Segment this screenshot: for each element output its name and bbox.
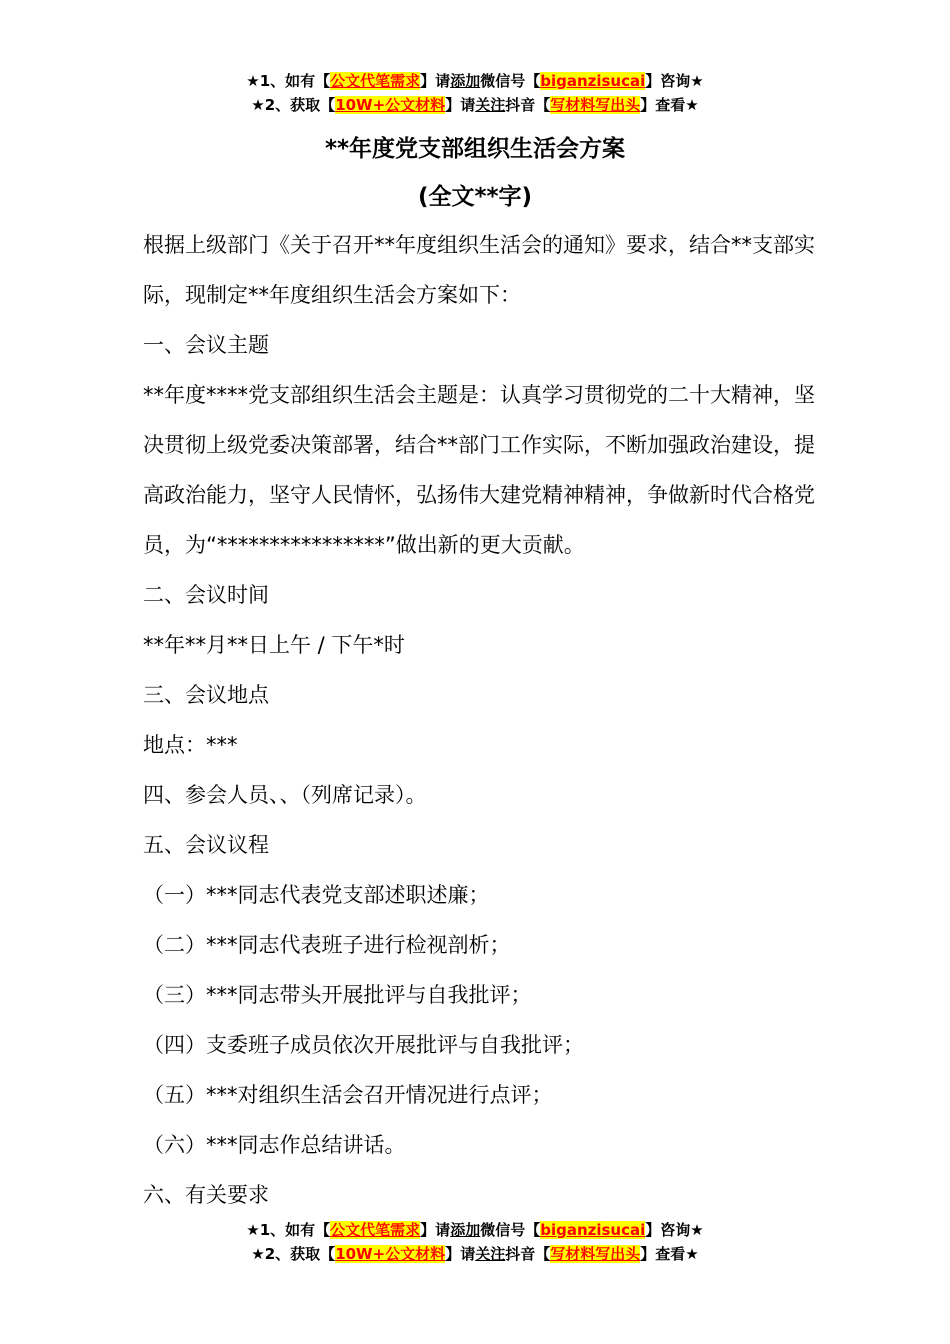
- section-heading: 三、会议地点: [143, 683, 269, 707]
- document-title: **年度党支部组织生活会方案: [324, 136, 626, 162]
- highlight-service: 公文代笔需求: [330, 1221, 421, 1239]
- highlight-douyin-account: 写材料写出头: [550, 96, 641, 114]
- paragraph: **年度****党支部组织生活会主题是：认真学习贯彻党的二十大精神，坚决贯彻上级党委决策部署，结合**部门工作实际，不断加强政治建设，提高政治能力，坚守人民情怀，弘扬伟大建党精神精神，争做新时代合格党员，为“****************”做出新的更大贡献。: [143, 383, 815, 557]
- banner-text: ★2、获取【: [251, 96, 336, 114]
- banner-line-2: [0, 93, 950, 117]
- paragraph: 地点：***: [143, 733, 238, 757]
- agenda-item: （四）支委班子成员依次开展批评与自我批评；: [143, 1033, 584, 1057]
- top-banner: [0, 69, 950, 117]
- banner-text: 】查看★: [640, 96, 699, 114]
- agenda-item: （二）***同志代表班子进行检视剖析；: [143, 933, 511, 957]
- banner-text: 】咨询★: [645, 1221, 704, 1239]
- agenda-item: （五）***对组织生活会召开情况进行点评；: [143, 1083, 553, 1107]
- underlined-follow: 关注: [475, 96, 506, 114]
- document-body: [143, 220, 833, 1220]
- banner-text: 微信号【: [480, 1221, 541, 1239]
- highlight-service: 公文代笔需求: [330, 72, 421, 90]
- agenda-item: （一）***同志代表党支部述职述廉；: [143, 883, 490, 907]
- banner-text: 抖音【: [505, 96, 551, 114]
- agenda-item: （三）***同志带头开展批评与自我批评；: [143, 983, 532, 1007]
- banner-text: 抖音【: [505, 1245, 551, 1263]
- section-heading: 四、参会人员、、（列席记录）。: [143, 783, 427, 807]
- banner-text: 】请: [420, 72, 451, 90]
- section-heading: 五、会议议程: [143, 833, 269, 857]
- section-heading: 六、有关要求: [143, 1183, 269, 1207]
- paragraph: **年**月**日上午 / 下午*时: [143, 633, 405, 657]
- banner-line-1: [0, 1218, 950, 1242]
- highlight-douyin-account: 写材料写出头: [550, 1245, 641, 1263]
- banner-text: 】请: [445, 96, 476, 114]
- section-heading: 二、会议时间: [143, 583, 269, 607]
- banner-text: 】咨询★: [645, 72, 704, 90]
- bottom-banner: [0, 1218, 950, 1266]
- section-heading: 一、会议主题: [143, 333, 269, 357]
- banner-text: ★2、获取【: [251, 1245, 336, 1263]
- paragraph: 根据上级部门《关于召开**年度组织生活会的通知》要求，结合**支部实际，现制定**年度组织生活会方案如下：: [143, 233, 815, 307]
- banner-text: ★1、如有【: [246, 1221, 331, 1239]
- banner-text: 微信号【: [480, 72, 541, 90]
- highlight-wechat-id: biganzisucai: [540, 1221, 646, 1239]
- banner-line-2: [0, 1242, 950, 1266]
- banner-text: 】请: [420, 1221, 451, 1239]
- banner-line-1: [0, 69, 950, 93]
- highlight-materials: 10W+公文材料: [335, 96, 446, 114]
- highlight-materials: 10W+公文材料: [335, 1245, 446, 1263]
- document-subtitle: (全文**字): [417, 184, 533, 210]
- banner-text: ★1、如有【: [246, 72, 331, 90]
- highlight-wechat-id: biganzisucai: [540, 72, 646, 90]
- underlined-follow: 关注: [475, 1245, 506, 1263]
- underlined-add: 添加: [450, 72, 481, 90]
- banner-text: 】查看★: [640, 1245, 699, 1263]
- underlined-add: 添加: [450, 1221, 481, 1239]
- agenda-item: （六）***同志作总结讲话。: [143, 1133, 406, 1157]
- banner-text: 】请: [445, 1245, 476, 1263]
